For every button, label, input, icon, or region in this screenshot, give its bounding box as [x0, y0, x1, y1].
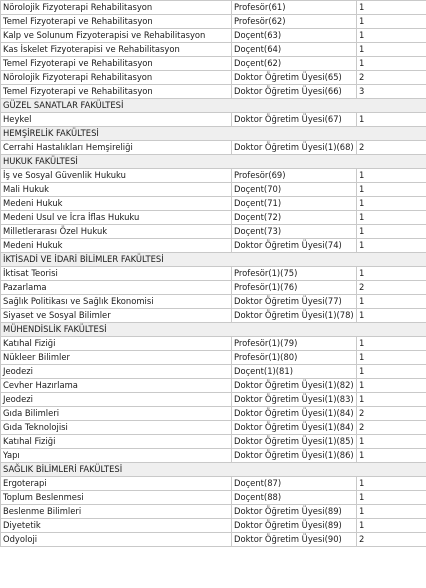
department-cell: Cerrahi Hastalıkları Hemşireliği — [1, 141, 232, 155]
quota-cell: 1 — [357, 351, 426, 365]
table-row — [1, 267, 426, 281]
table-row — [1, 533, 426, 547]
position-cell: Doktor Öğretim Üyesi(1)(86) — [232, 449, 357, 463]
position-cell: Doçent(64) — [232, 43, 357, 57]
faculty-name: İKTİSADİ VE İDARİ BİLİMLER FAKÜLTESİ — [1, 253, 426, 267]
position-cell: Doçent(73) — [232, 225, 357, 239]
position-cell: Doktor Öğretim Üyesi(1)(84) — [232, 407, 357, 421]
quota-cell: 2 — [357, 71, 426, 85]
table-row — [1, 421, 426, 435]
position-cell: Profesör(1)(79) — [232, 337, 357, 351]
quota-cell: 2 — [357, 281, 426, 295]
quota-cell: 1 — [357, 491, 426, 505]
quota-cell: 1 — [357, 15, 426, 29]
table-row — [1, 309, 426, 323]
position-cell: Profesör(61) — [232, 1, 357, 15]
quota-cell: 1 — [357, 1, 426, 15]
position-cell: Doktor Öğretim Üyesi(1)(68) — [232, 141, 357, 155]
position-cell: Doktor Öğretim Üyesi(1)(85) — [232, 435, 357, 449]
quota-cell: 3 — [357, 85, 426, 99]
table-row — [1, 407, 426, 421]
department-cell: Milletlerarası Özel Hukuk — [1, 225, 232, 239]
department-cell: Nükleer Bilimler — [1, 351, 232, 365]
position-cell: Doktor Öğretim Üyesi(90) — [232, 533, 357, 547]
position-cell: Doktor Öğretim Üyesi(77) — [232, 295, 357, 309]
department-cell: Jeodezi — [1, 365, 232, 379]
department-cell: Odyoloji — [1, 533, 232, 547]
faculty-header-row — [1, 127, 426, 141]
department-cell: Katıhal Fiziği — [1, 435, 232, 449]
position-cell: Doktor Öğretim Üyesi(74) — [232, 239, 357, 253]
quota-cell: 1 — [357, 449, 426, 463]
position-cell: Doçent(70) — [232, 183, 357, 197]
table-row — [1, 141, 426, 155]
table-row — [1, 295, 426, 309]
department-cell: Gıda Bilimleri — [1, 407, 232, 421]
department-cell: Pazarlama — [1, 281, 232, 295]
table-row — [1, 393, 426, 407]
table-row — [1, 43, 426, 57]
department-cell: Ergoterapi — [1, 477, 232, 491]
position-cell: Profesör(69) — [232, 169, 357, 183]
department-cell: Nörolojik Fizyoterapi Rehabilitasyon — [1, 71, 232, 85]
table-row — [1, 85, 426, 99]
table-row — [1, 211, 426, 225]
table-row — [1, 435, 426, 449]
department-cell: Diyetetik — [1, 519, 232, 533]
position-cell: Doktor Öğretim Üyesi(89) — [232, 519, 357, 533]
table-row — [1, 29, 426, 43]
position-cell: Doktor Öğretim Üyesi(1)(83) — [232, 393, 357, 407]
position-cell: Doktor Öğretim Üyesi(89) — [232, 505, 357, 519]
department-cell: Toplum Beslenmesi — [1, 491, 232, 505]
department-cell: Mali Hukuk — [1, 183, 232, 197]
quota-cell: 1 — [357, 113, 426, 127]
table-row — [1, 113, 426, 127]
table-row — [1, 225, 426, 239]
quota-cell: 2 — [357, 533, 426, 547]
quota-cell: 2 — [357, 141, 426, 155]
department-cell: Siyaset ve Sosyal Bilimler — [1, 309, 232, 323]
position-cell: Doçent(72) — [232, 211, 357, 225]
position-cell: Profesör(1)(76) — [232, 281, 357, 295]
faculty-name: MÜHENDİSLİK FAKÜLTESİ — [1, 323, 426, 337]
position-cell: Doktor Öğretim Üyesi(65) — [232, 71, 357, 85]
position-cell: Profesör(1)(80) — [232, 351, 357, 365]
position-cell: Doçent(87) — [232, 477, 357, 491]
position-cell: Doçent(88) — [232, 491, 357, 505]
table-row — [1, 15, 426, 29]
table-row — [1, 169, 426, 183]
quota-cell: 1 — [357, 477, 426, 491]
table-row — [1, 197, 426, 211]
quota-cell: 1 — [357, 183, 426, 197]
faculty-name: HEMŞİRELİK FAKÜLTESİ — [1, 127, 426, 141]
position-cell: Doktor Öğretim Üyesi(67) — [232, 113, 357, 127]
quota-cell: 1 — [357, 505, 426, 519]
faculty-header-row — [1, 323, 426, 337]
department-cell: Heykel — [1, 113, 232, 127]
quota-cell: 1 — [357, 43, 426, 57]
department-cell: Nörolojik Fizyoterapi Rehabilitasyon — [1, 1, 232, 15]
quota-cell: 1 — [357, 239, 426, 253]
position-cell: Doktor Öğretim Üyesi(1)(82) — [232, 379, 357, 393]
position-cell: Doçent(1)(81) — [232, 365, 357, 379]
table-row — [1, 477, 426, 491]
table-row — [1, 519, 426, 533]
faculty-name: GÜZEL SANATLAR FAKÜLTESİ — [1, 99, 426, 113]
quota-cell: 1 — [357, 225, 426, 239]
position-cell: Doçent(71) — [232, 197, 357, 211]
department-cell: Katıhal Fiziği — [1, 337, 232, 351]
table-row — [1, 239, 426, 253]
department-cell: Yapı — [1, 449, 232, 463]
department-cell: İktisat Teorisi — [1, 267, 232, 281]
quota-cell: 1 — [357, 211, 426, 225]
quota-cell: 1 — [357, 379, 426, 393]
quota-cell: 1 — [357, 435, 426, 449]
department-cell: Medeni Usul ve İcra İflas Hukuku — [1, 211, 232, 225]
department-cell: Temel Fizyoterapi ve Rehabilitasyon — [1, 15, 232, 29]
department-cell: Temel Fizyoterapi ve Rehabilitasyon — [1, 57, 232, 71]
department-cell: Kas İskelet Fizyoterapisi ve Rehabilitasyon — [1, 43, 232, 57]
position-cell: Profesör(62) — [232, 15, 357, 29]
quota-cell: 1 — [357, 267, 426, 281]
table-row — [1, 57, 426, 71]
quota-cell: 1 — [357, 57, 426, 71]
quota-cell: 1 — [357, 197, 426, 211]
position-cell: Doçent(62) — [232, 57, 357, 71]
table-body — [1, 1, 426, 547]
department-cell: Medeni Hukuk — [1, 239, 232, 253]
table-row — [1, 337, 426, 351]
quota-cell: 2 — [357, 407, 426, 421]
faculty-name: SAĞLIK BİLİMLERİ FAKÜLTESİ — [1, 463, 426, 477]
position-cell: Profesör(1)(75) — [232, 267, 357, 281]
table-row — [1, 351, 426, 365]
quota-cell: 1 — [357, 169, 426, 183]
table-row — [1, 1, 426, 15]
table-row — [1, 491, 426, 505]
quota-cell: 1 — [357, 29, 426, 43]
department-cell: Sağlık Politikası ve Sağlık Ekonomisi — [1, 295, 232, 309]
position-cell: Doçent(63) — [232, 29, 357, 43]
department-cell: Temel Fizyoterapi ve Rehabilitasyon — [1, 85, 232, 99]
faculty-header-row — [1, 463, 426, 477]
faculty-name: HUKUK FAKÜLTESİ — [1, 155, 426, 169]
department-cell: Beslenme Bilimleri — [1, 505, 232, 519]
table-row — [1, 281, 426, 295]
table-row — [1, 365, 426, 379]
position-cell: Doktor Öğretim Üyesi(1)(84) — [232, 421, 357, 435]
quota-cell: 1 — [357, 365, 426, 379]
table-row — [1, 71, 426, 85]
department-cell: Cevher Hazırlama — [1, 379, 232, 393]
quota-cell: 1 — [357, 309, 426, 323]
quota-cell: 1 — [357, 393, 426, 407]
quota-cell: 1 — [357, 295, 426, 309]
department-cell: Jeodezi — [1, 393, 232, 407]
faculty-header-row — [1, 253, 426, 267]
quota-cell: 2 — [357, 421, 426, 435]
position-cell: Doktor Öğretim Üyesi(66) — [232, 85, 357, 99]
department-cell: Medeni Hukuk — [1, 197, 232, 211]
position-cell: Doktor Öğretim Üyesi(1)(78) — [232, 309, 357, 323]
department-cell: İş ve Sosyal Güvenlik Hukuku — [1, 169, 232, 183]
quota-cell: 1 — [357, 337, 426, 351]
quota-cell: 1 — [357, 519, 426, 533]
department-cell: Gıda Teknolojisi — [1, 421, 232, 435]
table-row — [1, 183, 426, 197]
table-row — [1, 505, 426, 519]
department-cell: Kalp ve Solunum Fizyoterapisi ve Rehabilitasyon — [1, 29, 232, 43]
table-row — [1, 449, 426, 463]
table-row — [1, 379, 426, 393]
faculty-header-row — [1, 155, 426, 169]
faculty-header-row — [1, 99, 426, 113]
